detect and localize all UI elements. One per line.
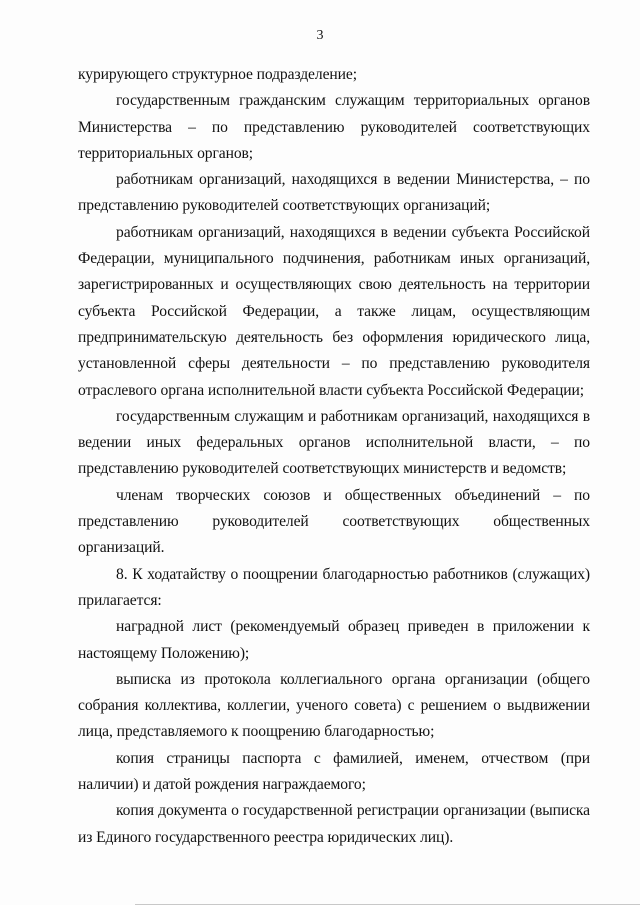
paragraph-continuation: курирующего структурное подразделение; (78, 66, 357, 83)
paragraph-registration-copy: копия документа о государственной регистрации организации (выписка из Единого государственного реестра юридических лиц). (78, 802, 590, 846)
paragraph-creative-unions: членам творческих союзов и общественных объединений – по представлению руководителей соответствующих общественных организаций. (78, 486, 590, 557)
document-body (78, 62, 590, 851)
paragraph-subject-organizations: работникам организаций, находящихся в ведении субъекта Российской Федерации, муниципального подчинения, работникам иных организаций, зарегистрированных и осуществляющих свою деятельность на территории субъекта Российской Федерации, а также лицам, осуществляющим предпринимательскую деятельность без оформления юридического лица, установленной сферы деятельности – по представлению руководителя отраслевого органа исполнительной власти субъекта Российской Федерации; (78, 223, 590, 399)
paragraph-territorial-organs: государственным гражданским служащим территориальных органов Министерства – по представлению руководителей соответствующих территориальных органов; (78, 92, 590, 162)
paragraph-ministry-organizations: работникам организаций, находящихся в ведении Министерства, – по представлению руководителей соответствующих организаций; (78, 171, 590, 215)
paragraph-award-sheet: наградной лист (рекомендуемый образец приведен в приложении к настоящему Положению); (78, 618, 590, 662)
paragraph-protocol-extract: выписка из протокола коллегиального органа организации (общего собрания коллектива, коллегии, ученого совета) с решением о выдвижении лица, представляемого к поощрению благодарностью; (78, 670, 590, 741)
page-number: 3 (316, 28, 324, 43)
paragraph-item-8: 8. К ходатайству о поощрении благодарностью работников (служащих) прилагается: (78, 565, 590, 609)
paragraph-federal-organs: государственным служащим и работникам организаций, находящихся в ведении иных федеральных органов исполнительной власти, – по представлению руководителей соответствующих министерств и ведомств; (78, 407, 590, 478)
paragraph-passport-copy: копия страницы паспорта с фамилией, именем, отчеством (при наличии) и датой рождения награждаемого; (78, 749, 590, 794)
